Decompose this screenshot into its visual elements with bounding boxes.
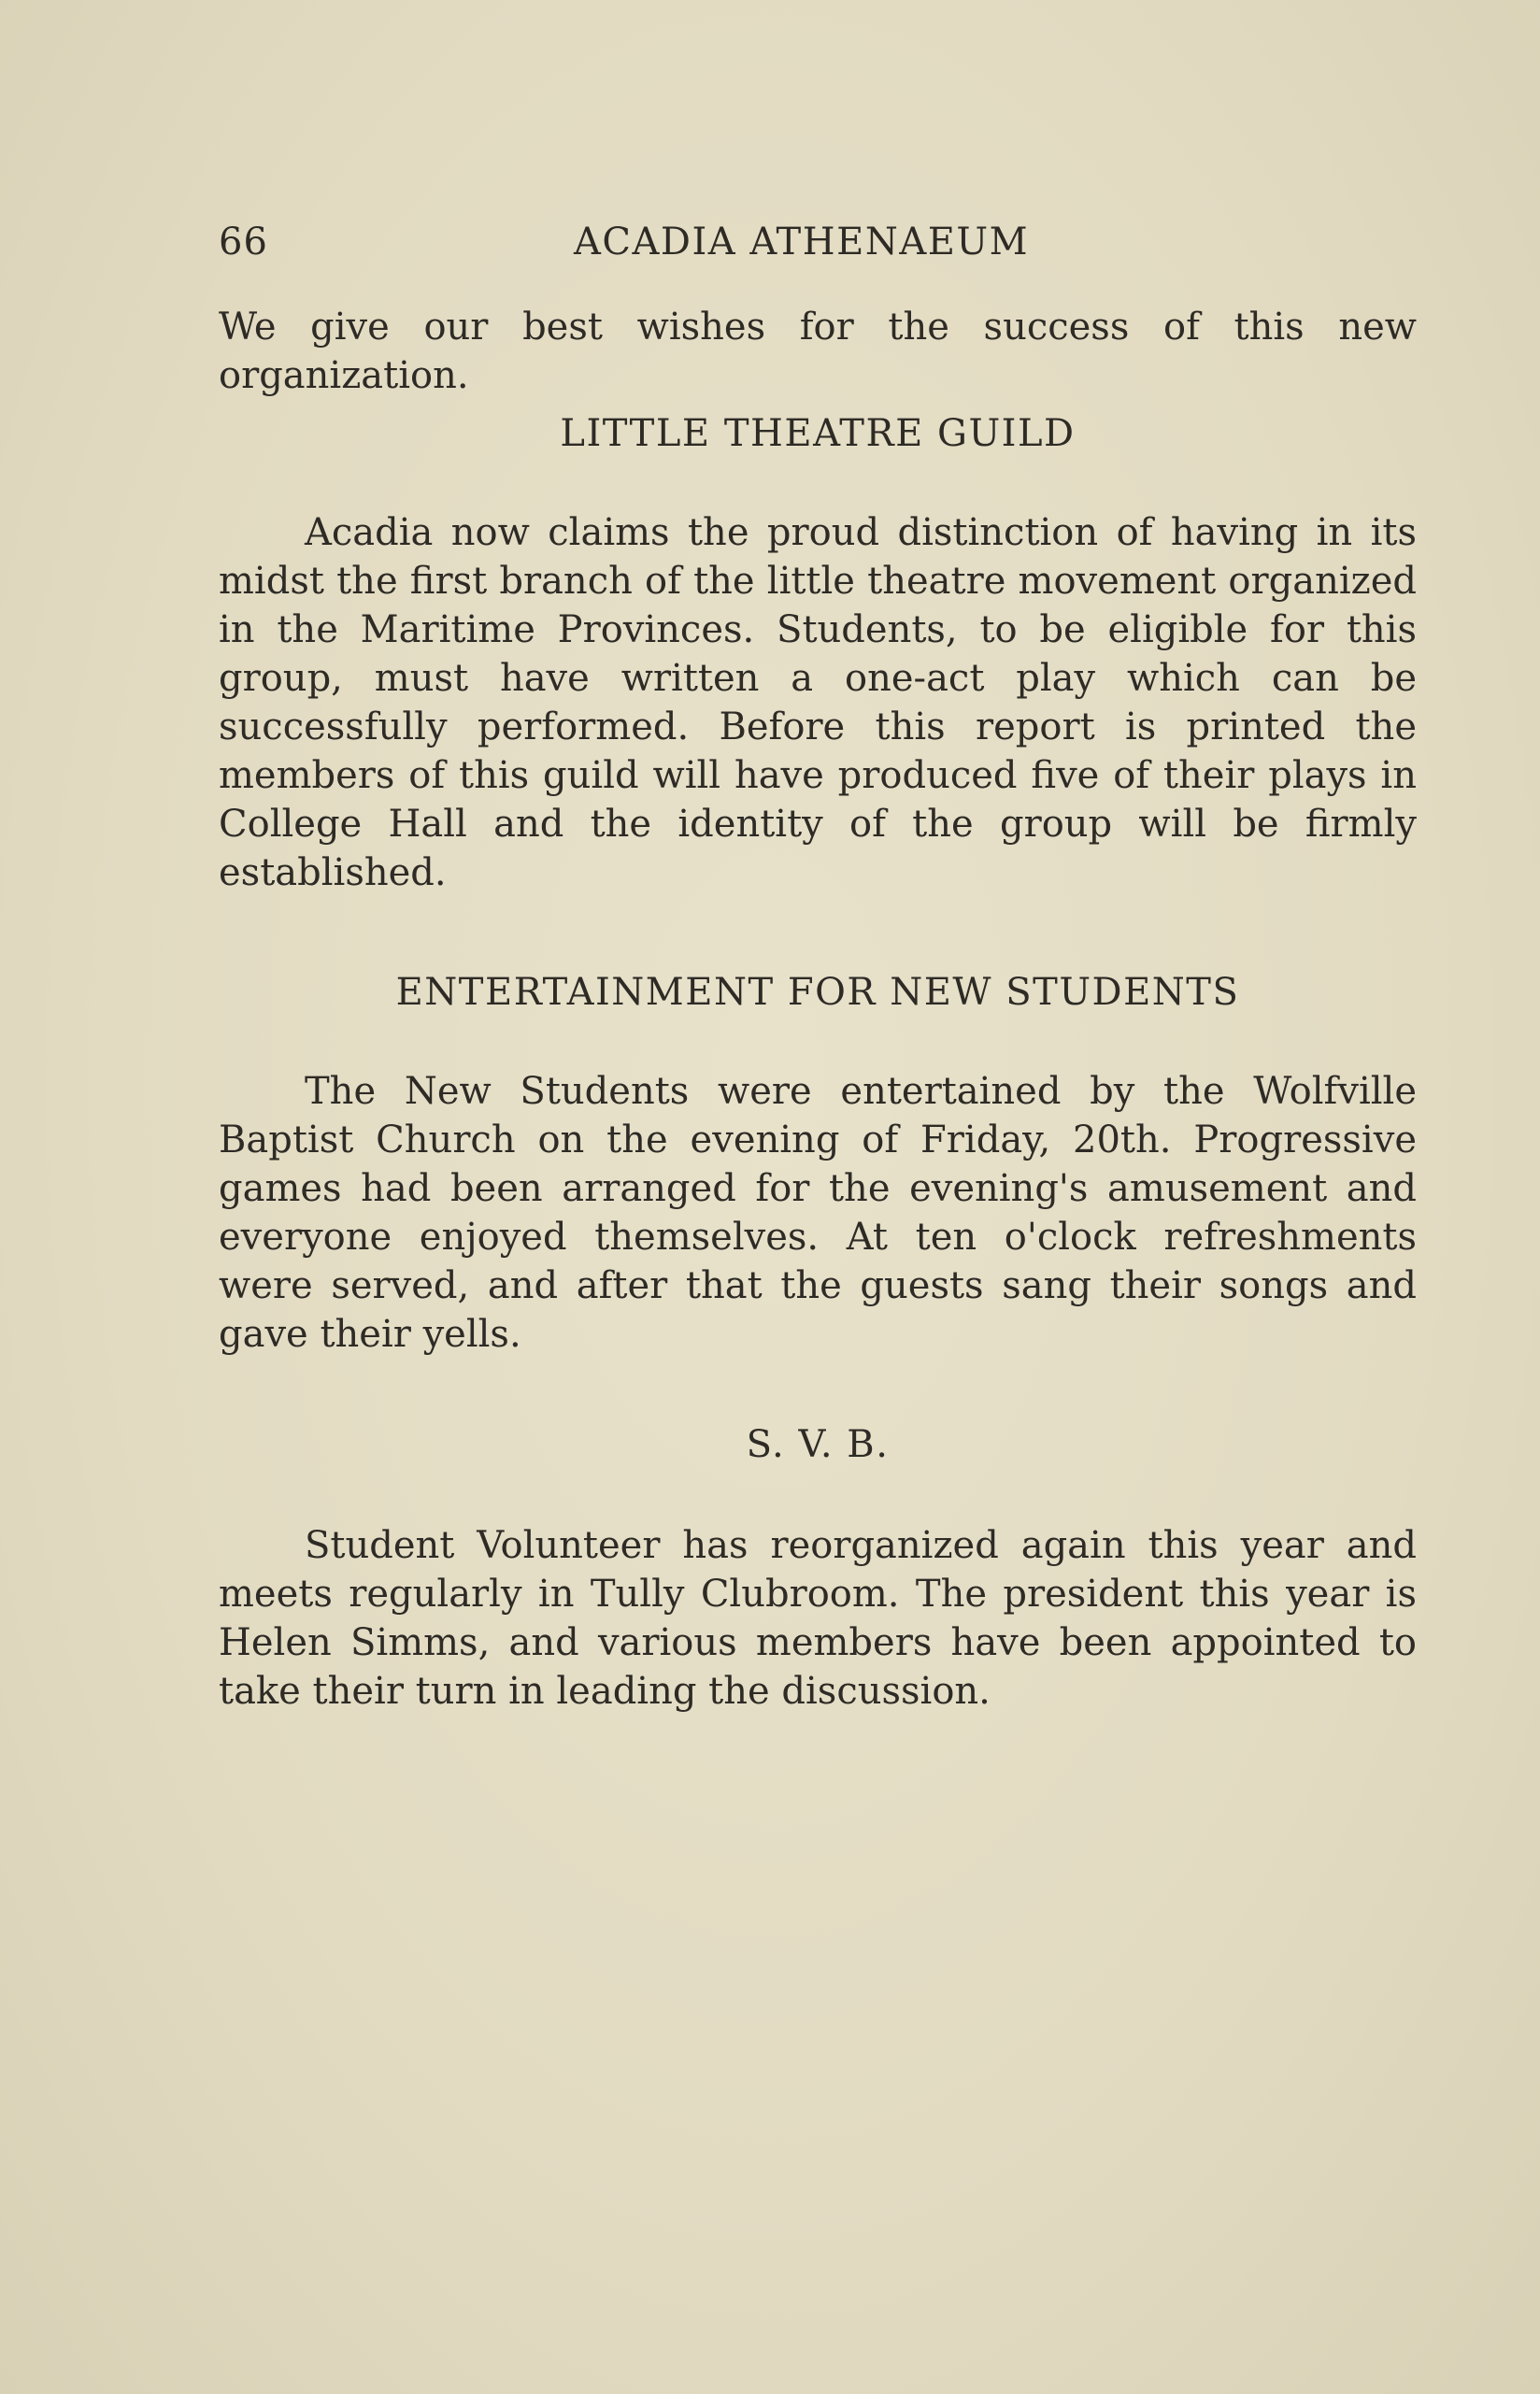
journal-title: ACADIA ATHENAEUM	[574, 221, 1030, 264]
intro-paragraph: We give our best wishes for the success of this new organization.	[219, 306, 1417, 397]
section-heading-svb: S. V. B.	[746, 1423, 890, 1466]
page-number: 66	[219, 221, 268, 264]
section-heading-entertainment: ENTERTAINMENT FOR NEW STUDENTS	[395, 971, 1240, 1014]
paragraph-little-theatre-guild: Acadia now claims the proud distinction of having in its midst the first branch of the little theatre movement organized in the Maritime Provinces. Students, to be eligible for this group, must have written a one-act play which can be successfully performed. Before this report is printed the members of this guild will have produced five of their plays in College Hall and the identity of the group will be firmly established.	[219, 511, 1417, 894]
running-header	[219, 221, 1417, 286]
paragraph-entertainment: The New Students were entertained by the Wolfville Baptist Church on the evening of Friday, 20th. Progressive games had been arranged for the evening's amusement and everyone enjoyed themselves. At ten o'clock refreshments were served, and after that the guests sang their songs and gave their yells.	[219, 1070, 1417, 1356]
paragraph-svb: Student Volunteer has reorganized again this year and meets regularly in Tully Clubroom. The president this year is Helen Simms, and various members have been appointed to take their turn in leading the discussion.	[219, 1524, 1417, 1713]
page-content	[219, 221, 1417, 1716]
section-heading-little-theatre-guild: LITTLE THEATRE GUILD	[560, 412, 1076, 455]
